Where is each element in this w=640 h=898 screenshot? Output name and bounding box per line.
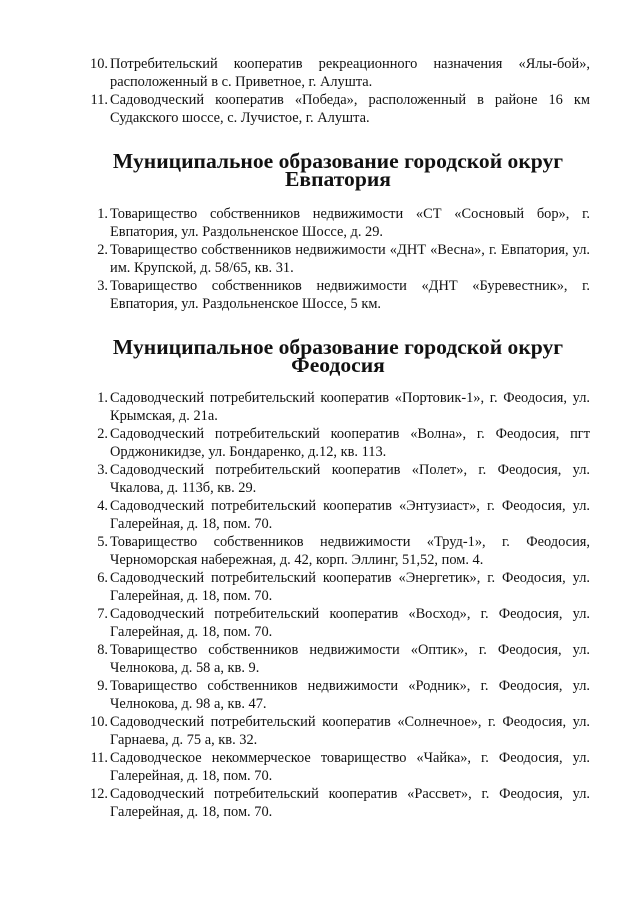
item-text: Товарищество собственников недвижимости «Труд-1», г. Феодосия, Черноморская набережная, д. 42, корп. Эллинг, 51,52, пом. 4. [110, 534, 590, 568]
item-text: Садоводческий потребительский кооператив «Восход», г. Феодосия, ул. Галерейная, д. 18, пом. 70. [110, 606, 590, 640]
item-text: Потребительский кооператив рекреационного назначения «Ялы-бой», расположенный в с. Приветное, г. Алушта. [110, 56, 590, 90]
item-text: Садоводческий потребительский кооператив «Волна», г. Феодосия, пгт Орджоникидзе, ул. Бондаренко, д.12, кв. 113. [110, 426, 590, 460]
item-text: Садоводческий потребительский кооператив «Энергетик», г. Феодосия, ул. Галерейная, д. 18, пом. 70. [110, 570, 590, 604]
list-item [86, 241, 590, 277]
item-text: Товарищество собственников недвижимости «Оптик», г. Феодосия, ул. Челнокова, д. 58 а, кв. 9. [110, 642, 590, 676]
item-number: 12. [90, 786, 108, 802]
item-number: 6. [97, 570, 108, 586]
item-number: 3. [97, 278, 108, 294]
item-text: Товарищество собственников недвижимости «Родник», г. Феодосия, ул. Челнокова, д. 98 а, кв. 47. [110, 678, 590, 712]
list-evpatoria [86, 205, 590, 313]
item-number: 2. [97, 426, 108, 442]
list-item [86, 277, 590, 313]
list-item [86, 605, 590, 641]
list-item [86, 785, 590, 821]
item-number: 5. [97, 534, 108, 550]
item-text: Садоводческое некоммерческое товарищество «Чайка», г. Феодосия, ул. Галерейная, д. 18, пом. 70. [110, 750, 590, 784]
item-number: 3. [97, 462, 108, 478]
list-item [86, 55, 590, 91]
list-item [86, 205, 590, 241]
item-number: 1. [97, 390, 108, 406]
list-item [86, 713, 590, 749]
list-item [86, 533, 590, 569]
list-item [86, 569, 590, 605]
item-text: Садоводческий потребительский кооператив «Рассвет», г. Феодосия, ул. Галерейная, д. 18, пом. 70. [110, 786, 590, 820]
item-number: 8. [97, 642, 108, 658]
item-number: 1. [97, 206, 108, 222]
item-number: 9. [97, 678, 108, 694]
item-text: Садоводческий потребительский кооператив «Полет», г. Феодосия, ул. Чкалова, д. 113б, кв. 29. [110, 462, 590, 496]
list-item [86, 497, 590, 533]
item-text: Садоводческий потребительский кооператив «Энтузиаст», г. Феодосия, ул. Галерейная, д. 18, пом. 70. [110, 498, 590, 532]
item-number: 11. [90, 750, 108, 766]
item-number: 2. [97, 242, 108, 258]
item-number: 7. [97, 606, 108, 622]
item-text: Садоводческий потребительский кооператив «Портовик-1», г. Феодосия, ул. Крымская, д. 21а. [110, 390, 590, 424]
item-number: 4. [97, 498, 108, 514]
list-item [86, 677, 590, 713]
list-item [86, 389, 590, 425]
list-item [86, 749, 590, 785]
section-heading-evpatoria: Муниципальное образование городской округ Евпатория [112, 149, 564, 191]
item-text: Товарищество собственников недвижимости «ДНТ «Буревестник», г. Евпатория, ул. Раздольненское Шоссе, 5 км. [110, 278, 590, 312]
list-item [86, 91, 590, 127]
item-text: Садоводческий кооператив «Победа», расположенный в районе 16 км Судакского шоссе, с. Лучистое, г. Алушта. [110, 92, 590, 126]
section-heading-feodosia: Муниципальное образование городской округ Феодосия [112, 335, 564, 377]
item-number: 10. [90, 56, 108, 72]
item-number: 10. [90, 714, 108, 730]
list-item [86, 641, 590, 677]
item-text: Товарищество собственников недвижимости «ДНТ «Весна», г. Евпатория, ул. им. Крупской, д. 58/65, кв. 31. [110, 242, 590, 276]
list-alushta-continued [86, 55, 590, 127]
item-text: Садоводческий потребительский кооператив «Солнечное», г. Феодосия, ул. Гарнаева, д. 75 а, кв. 32. [110, 714, 590, 748]
item-number: 11. [90, 92, 108, 108]
list-item [86, 461, 590, 497]
list-feodosia [86, 389, 590, 821]
item-text: Товарищество собственников недвижимости «СТ «Сосновый бор», г. Евпатория, ул. Раздольненское Шоссе, д. 29. [110, 206, 590, 240]
list-item [86, 425, 590, 461]
